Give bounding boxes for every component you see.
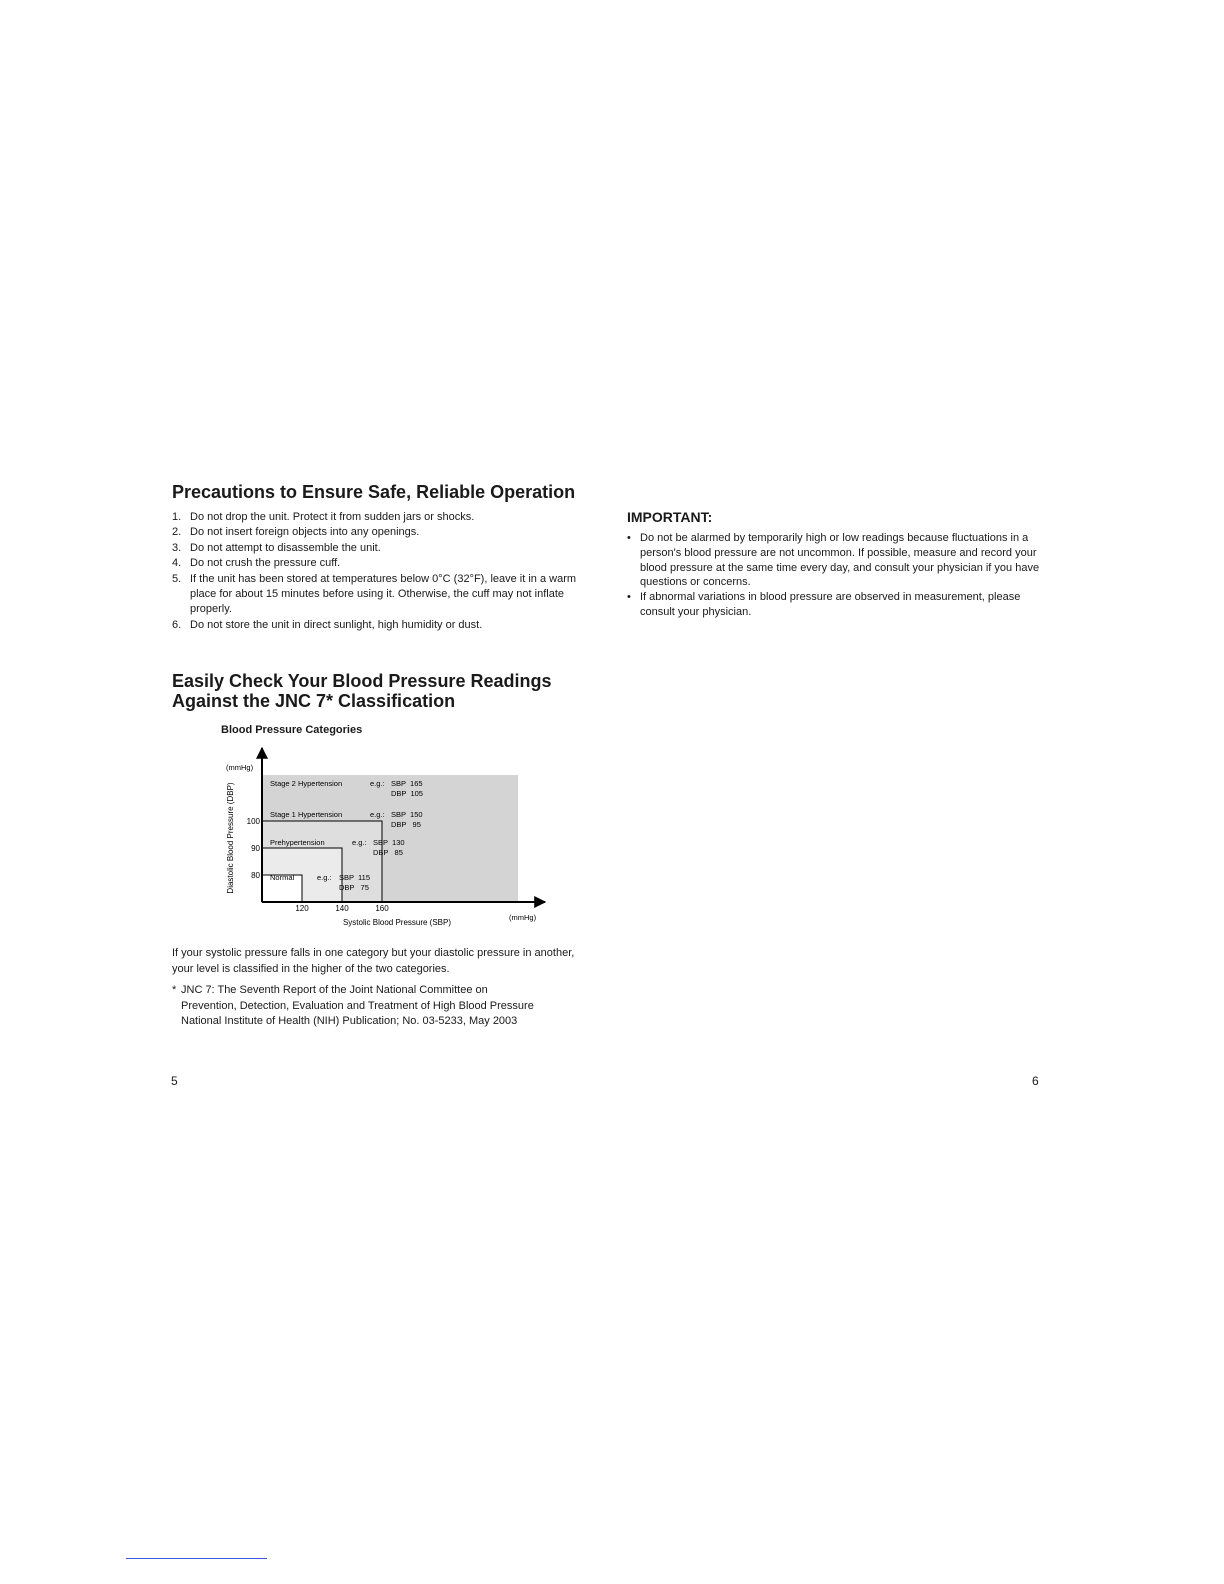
x-tick-label-120: 120 <box>295 904 309 913</box>
normal-label: Normal <box>270 873 295 882</box>
x-tick-label-140: 140 <box>335 904 349 913</box>
y-tick-label-80: 80 <box>251 871 260 880</box>
stage2-example-sbp: SBP 165 <box>391 779 423 788</box>
prehypertension-example-prefix: e.g.: <box>352 838 367 847</box>
check-section-title-line1: Easily Check Your Blood Pressure Readings <box>172 671 552 691</box>
prehypertension-example-sbp: SBP 130 <box>373 838 405 847</box>
stage2-example-dbp: DBP 105 <box>391 789 423 798</box>
normal-example-sbp: SBP 115 <box>339 873 370 882</box>
list-item <box>172 525 592 540</box>
precautions-title: Precautions to Ensure Safe, Reliable Operation <box>172 482 576 502</box>
list-number: 1. <box>172 511 182 523</box>
y-unit-label: (mmHg) <box>226 763 254 772</box>
stage1-example-dbp: DBP 95 <box>391 820 421 829</box>
page-number-left: 5 <box>171 1074 178 1088</box>
list-text: Do not crush the pressure cuff. <box>190 557 341 570</box>
classification-paragraph: If your systolic pressure falls in one category but your diastolic pressure in another, your level is classified in the higher of the two categories. <box>172 947 575 975</box>
list-text: Do not insert foreign objects into any openings. <box>190 526 420 539</box>
list-text: Do not store the unit in direct sunlight, high humidity or dust. <box>190 618 483 631</box>
list-item <box>172 618 592 633</box>
normal-example-dbp: DBP 75 <box>339 883 369 892</box>
list-text: Do not attempt to disassemble the unit. <box>190 541 381 554</box>
jnc7-footnote <box>172 983 592 1030</box>
y-axis-label: Diastolic Blood Pressure (DBP) <box>226 782 235 894</box>
stage1-example-prefix: e.g.: <box>370 810 385 819</box>
stage2-label: Stage 2 Hypertension <box>270 779 343 788</box>
list-text: Do not be alarmed by temporarily high or low readings because fluctuations in a person's blood pressure are not uncommon. If possible, measure and record your blood pressure at the same time every day, and consult your physician if you have questions or concerns. <box>640 532 1040 589</box>
list-text: If abnormal variations in blood pressure are observed in measurement, please consult your physician. <box>640 591 1021 618</box>
list-item <box>172 556 592 571</box>
list-item <box>627 531 1047 590</box>
important-title: IMPORTANT: <box>627 509 713 525</box>
list-item <box>172 541 592 556</box>
list-item <box>627 590 1047 620</box>
stage2-example-prefix: e.g.: <box>370 779 385 788</box>
list-text: If the unit has been stored at temperatures below 0°C (32°F), leave it in a warm place for about 15 minutes before using it. Otherwise, the cuff may not inflate properly. <box>190 572 577 616</box>
list-number: 3. <box>172 541 182 554</box>
check-section-title-line2: Against the JNC 7* Classification <box>172 691 456 711</box>
list-item <box>172 572 592 618</box>
y-tick-label-100: 100 <box>246 817 260 826</box>
list-text: Do not drop the unit. Protect it from sudden jars or shocks. <box>190 511 475 523</box>
list-number: 6. <box>172 618 182 631</box>
x-unit-label: (mmHg) <box>509 913 537 922</box>
bottom-rule <box>126 1558 267 1559</box>
footnote-marker: * <box>172 984 177 996</box>
list-item <box>172 510 592 525</box>
prehypertension-label: Prehypertension <box>270 838 325 847</box>
bullet-icon: • <box>627 532 631 544</box>
page-number-right: 6 <box>1032 1074 1039 1088</box>
x-axis-label: Systolic Blood Pressure (SBP) <box>342 918 452 927</box>
precautions-list <box>172 510 592 633</box>
x-tick-label-160: 160 <box>375 904 389 913</box>
footnote-line1: JNC 7: The Seventh Report of the Joint National Committee on <box>181 984 488 996</box>
normal-example-prefix: e.g.: <box>317 873 332 882</box>
y-tick-label-90: 90 <box>251 844 260 853</box>
chart-title: Blood Pressure Categories <box>221 724 363 736</box>
bp-category-chart <box>220 742 560 934</box>
footnote-line3: National Institute of Health (NIH) Publication; No. 03-5233, May 2003 <box>181 1015 518 1027</box>
stage1-example-sbp: SBP 150 <box>391 810 423 819</box>
list-number: 4. <box>172 557 182 570</box>
prehypertension-example-dbp: DBP 85 <box>373 848 403 857</box>
list-number: 2. <box>172 526 182 539</box>
list-number: 5. <box>172 572 182 585</box>
bullet-icon: • <box>627 591 631 604</box>
footnote-line2: Prevention, Detection, Evaluation and Treatment of High Blood Pressure <box>181 999 534 1012</box>
stage1-label: Stage 1 Hypertension <box>270 810 343 819</box>
important-list <box>627 531 1047 620</box>
